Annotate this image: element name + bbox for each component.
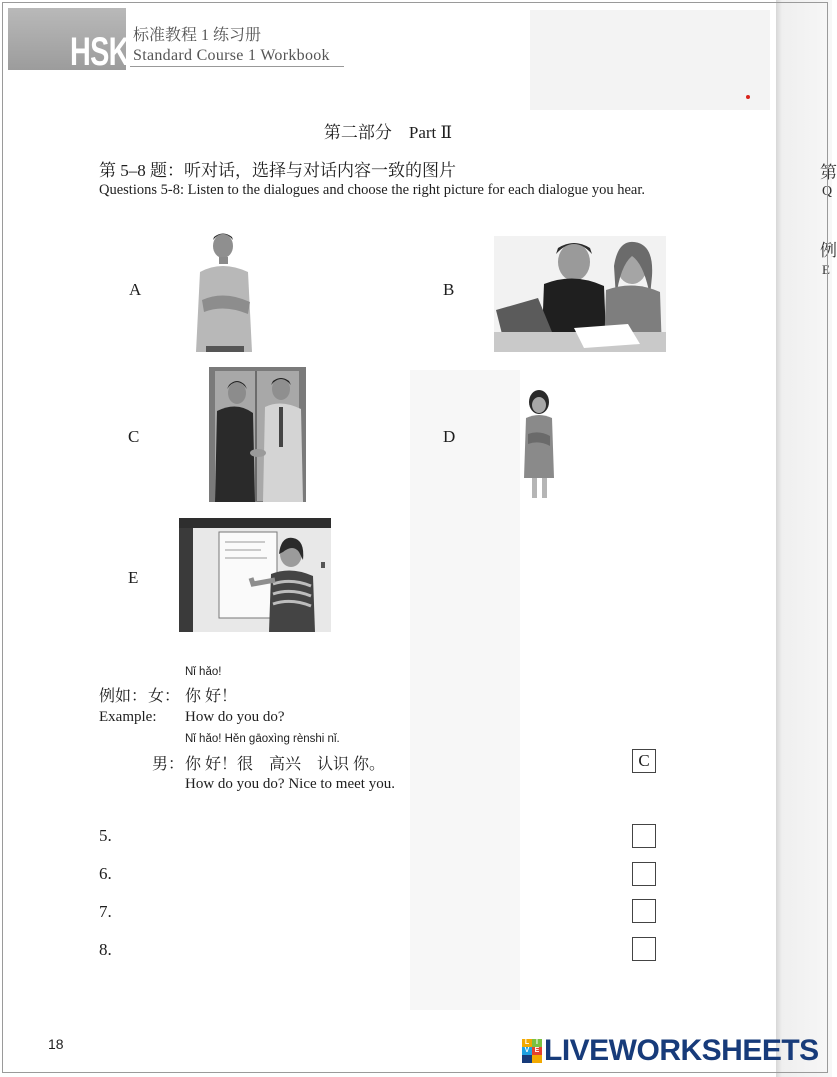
liveworksheets-watermark <box>522 1036 819 1066</box>
adjacent-page-glyph: Q <box>822 184 833 199</box>
page-number: 18 <box>48 1036 64 1052</box>
example-line-2-cn: 你 好！很 高兴 认识 你。 <box>185 756 386 773</box>
hsk-logo: HSK <box>70 30 129 74</box>
option-letter-b: B <box>443 280 455 299</box>
picture-c <box>209 367 306 502</box>
example-pinyin-1: Nǐ hǎo! <box>185 666 222 678</box>
example-line-2-en: How do you do? Nice to meet you. <box>185 776 395 792</box>
question-number-7: 7. <box>99 902 112 921</box>
question-number-5: 5. <box>99 826 112 845</box>
picture-a <box>192 228 258 352</box>
example-label-cn: 例如： <box>99 688 148 705</box>
example-answer-box: C <box>632 749 656 773</box>
hsk-logo-box <box>8 8 129 74</box>
example-label-en: Example: <box>99 709 157 725</box>
example-speaker-2: 男： <box>152 756 185 773</box>
header-rule <box>130 66 344 67</box>
adjacent-page-glyph: 例 <box>820 241 837 260</box>
question-number-8: 8. <box>99 940 112 959</box>
example-pinyin-2: Nǐ hǎo! Hěn gāoxìng rènshi nǐ. <box>185 733 340 745</box>
example-line-1-cn: 你 好！ <box>185 688 238 705</box>
picture-b <box>494 236 666 352</box>
question-number-6: 6. <box>99 864 112 883</box>
option-letter-a: A <box>129 280 142 299</box>
example-speaker-1: 女： <box>148 688 181 705</box>
option-letter-e: E <box>128 568 139 587</box>
picture-e <box>179 518 331 632</box>
answer-box-5[interactable] <box>632 824 656 848</box>
example-line-1-en: How do you do? <box>185 709 285 725</box>
red-dot <box>746 95 750 99</box>
answer-box-7[interactable] <box>632 899 656 923</box>
option-letter-c: C <box>128 427 140 446</box>
answer-box-6[interactable] <box>632 862 656 886</box>
liveworksheets-text: LIVEWORKSHEETS <box>544 1034 819 1067</box>
adjacent-page-glyph: 第 <box>820 163 837 182</box>
instructions-en: Questions 5-8: Listen to the dialogues and choose the right picture for each dialogue you hear. <box>99 182 646 198</box>
book-title-en: Standard Course 1 Workbook <box>133 47 330 64</box>
liveworksheets-logo-icon: L I V E <box>522 1039 542 1063</box>
instructions-cn: 第 5–8 题：听对话，选择与对话内容一致的图片 <box>99 161 456 180</box>
option-letter-d: D <box>443 427 456 446</box>
adjacent-page-glyph: E <box>822 262 830 277</box>
picture-d <box>520 386 560 502</box>
book-title-cn: 标准教程 1 练习册 <box>133 27 262 44</box>
section-title: 第二部分 Part Ⅱ <box>323 123 453 142</box>
answer-box-8[interactable] <box>632 937 656 961</box>
